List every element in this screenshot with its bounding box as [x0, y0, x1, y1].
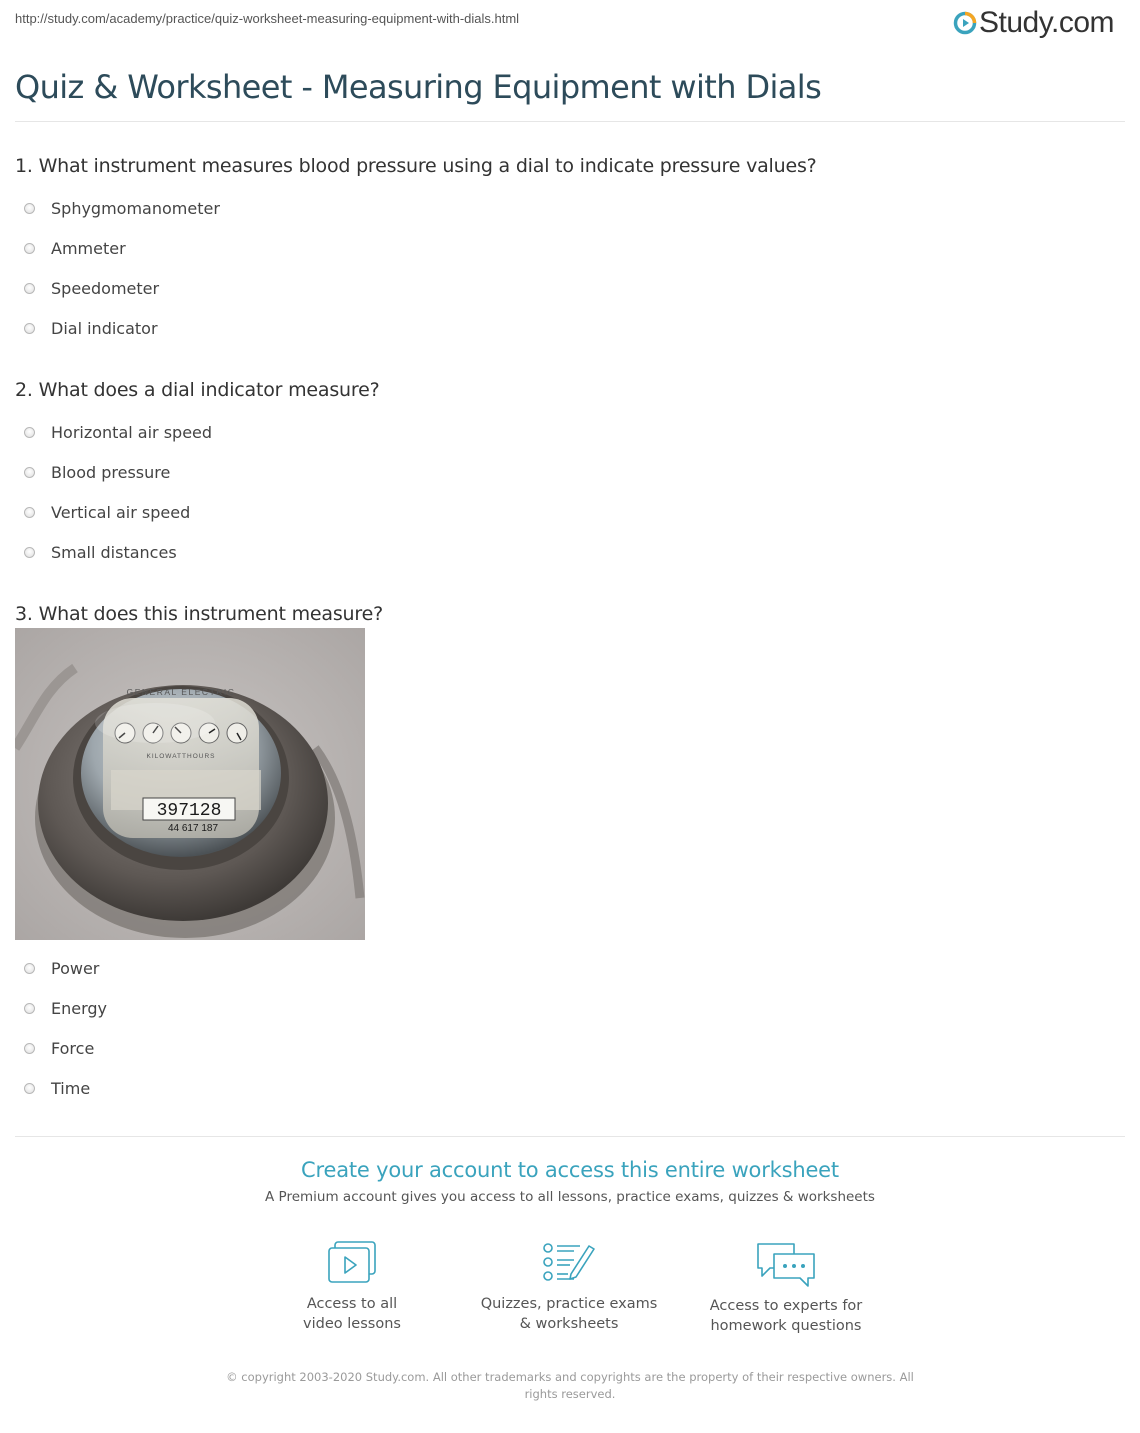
answer-label: Horizontal air speed: [51, 422, 213, 442]
answer-option[interactable]: [20, 308, 220, 348]
radio-button[interactable]: [24, 203, 35, 214]
answer-label: Vertical air speed: [51, 502, 191, 522]
answer-option[interactable]: [20, 1028, 107, 1068]
answer-label: Time: [51, 1078, 91, 1098]
answer-option[interactable]: [20, 492, 212, 532]
radio-button[interactable]: [24, 507, 35, 518]
question-3: 3. What does this instrument measure?: [15, 603, 383, 625]
page-title: Quiz & Worksheet - Measuring Equipment with Dials: [15, 68, 822, 106]
meter-brand: GENERAL ELECTRIC: [126, 687, 236, 697]
radio-button[interactable]: [24, 1003, 35, 1014]
answer-label: Power: [51, 958, 100, 978]
feature-label: Access to all video lessons: [303, 1296, 401, 1332]
cta-subtitle: A Premium account gives you access to all lessons, practice exams, quizzes & worksheets: [265, 1189, 875, 1205]
answer-option[interactable]: [20, 988, 107, 1028]
feature-quizzes: [459, 1240, 679, 1334]
radio-button[interactable]: [24, 467, 35, 478]
answer-label: Small distances: [51, 542, 177, 562]
logo-wordmark: Study.com: [978, 6, 1114, 39]
video-lessons-icon: [325, 1240, 379, 1286]
question-2-answers: [20, 412, 212, 572]
question-1-answers: [20, 188, 220, 348]
answer-option[interactable]: [20, 268, 220, 308]
answer-option[interactable]: [20, 228, 220, 268]
question-1: 1. What instrument measures blood pressure using a dial to indicate pressure values?: [15, 155, 817, 177]
chat-bubbles-icon: [754, 1240, 818, 1288]
feature-label: Access to experts for homework questions: [709, 1298, 863, 1334]
answer-option[interactable]: [20, 452, 212, 492]
answer-label: Energy: [51, 998, 108, 1018]
radio-button[interactable]: [24, 547, 35, 558]
question-3-answers: [20, 948, 107, 1108]
answer-option[interactable]: [20, 1068, 107, 1108]
answer-label: Speedometer: [51, 278, 160, 298]
electric-meter-image: [15, 628, 365, 940]
answer-label: Dial indicator: [51, 318, 158, 338]
quiz-checklist-icon: [540, 1240, 598, 1286]
feature-video-lessons: [242, 1240, 462, 1334]
answer-label: Sphygmomanometer: [51, 198, 220, 218]
radio-button[interactable]: [24, 963, 35, 974]
meter-serial: 44 617 187: [167, 823, 219, 834]
meter-units: KILOWATTHOURS: [146, 753, 216, 760]
radio-button[interactable]: [24, 1083, 35, 1094]
create-account-link[interactable]: Create your account to access this entire worksheet: [301, 1158, 839, 1182]
copyright-notice: © copyright 2003-2020 Study.com. All other trademarks and copyrights are the property of their respective owners. All rights reserved.: [226, 1370, 914, 1401]
answer-label: Blood pressure: [51, 462, 171, 482]
radio-button[interactable]: [24, 283, 35, 294]
page-url: http://study.com/academy/practice/quiz-worksheet-measuring-equipment-with-dials.html: [15, 11, 520, 26]
meter-reading: 397128: [156, 801, 222, 821]
answer-option[interactable]: [20, 188, 220, 228]
question-2: 2. What does a dial indicator measure?: [15, 379, 380, 401]
answer-option[interactable]: [20, 412, 212, 452]
study-logo[interactable]: [953, 6, 1114, 40]
feature-label: Quizzes, practice exams & worksheets: [480, 1296, 658, 1332]
radio-button[interactable]: [24, 427, 35, 438]
cta-divider: [15, 1136, 1125, 1137]
answer-label: Ammeter: [51, 238, 126, 258]
radio-button[interactable]: [24, 323, 35, 334]
answer-option[interactable]: [20, 948, 107, 988]
play-circle-logo-icon: [953, 11, 977, 35]
title-divider: [15, 121, 1125, 122]
answer-label: Force: [51, 1038, 95, 1058]
radio-button[interactable]: [24, 243, 35, 254]
feature-experts: [676, 1240, 896, 1336]
answer-option[interactable]: [20, 532, 212, 572]
radio-button[interactable]: [24, 1043, 35, 1054]
